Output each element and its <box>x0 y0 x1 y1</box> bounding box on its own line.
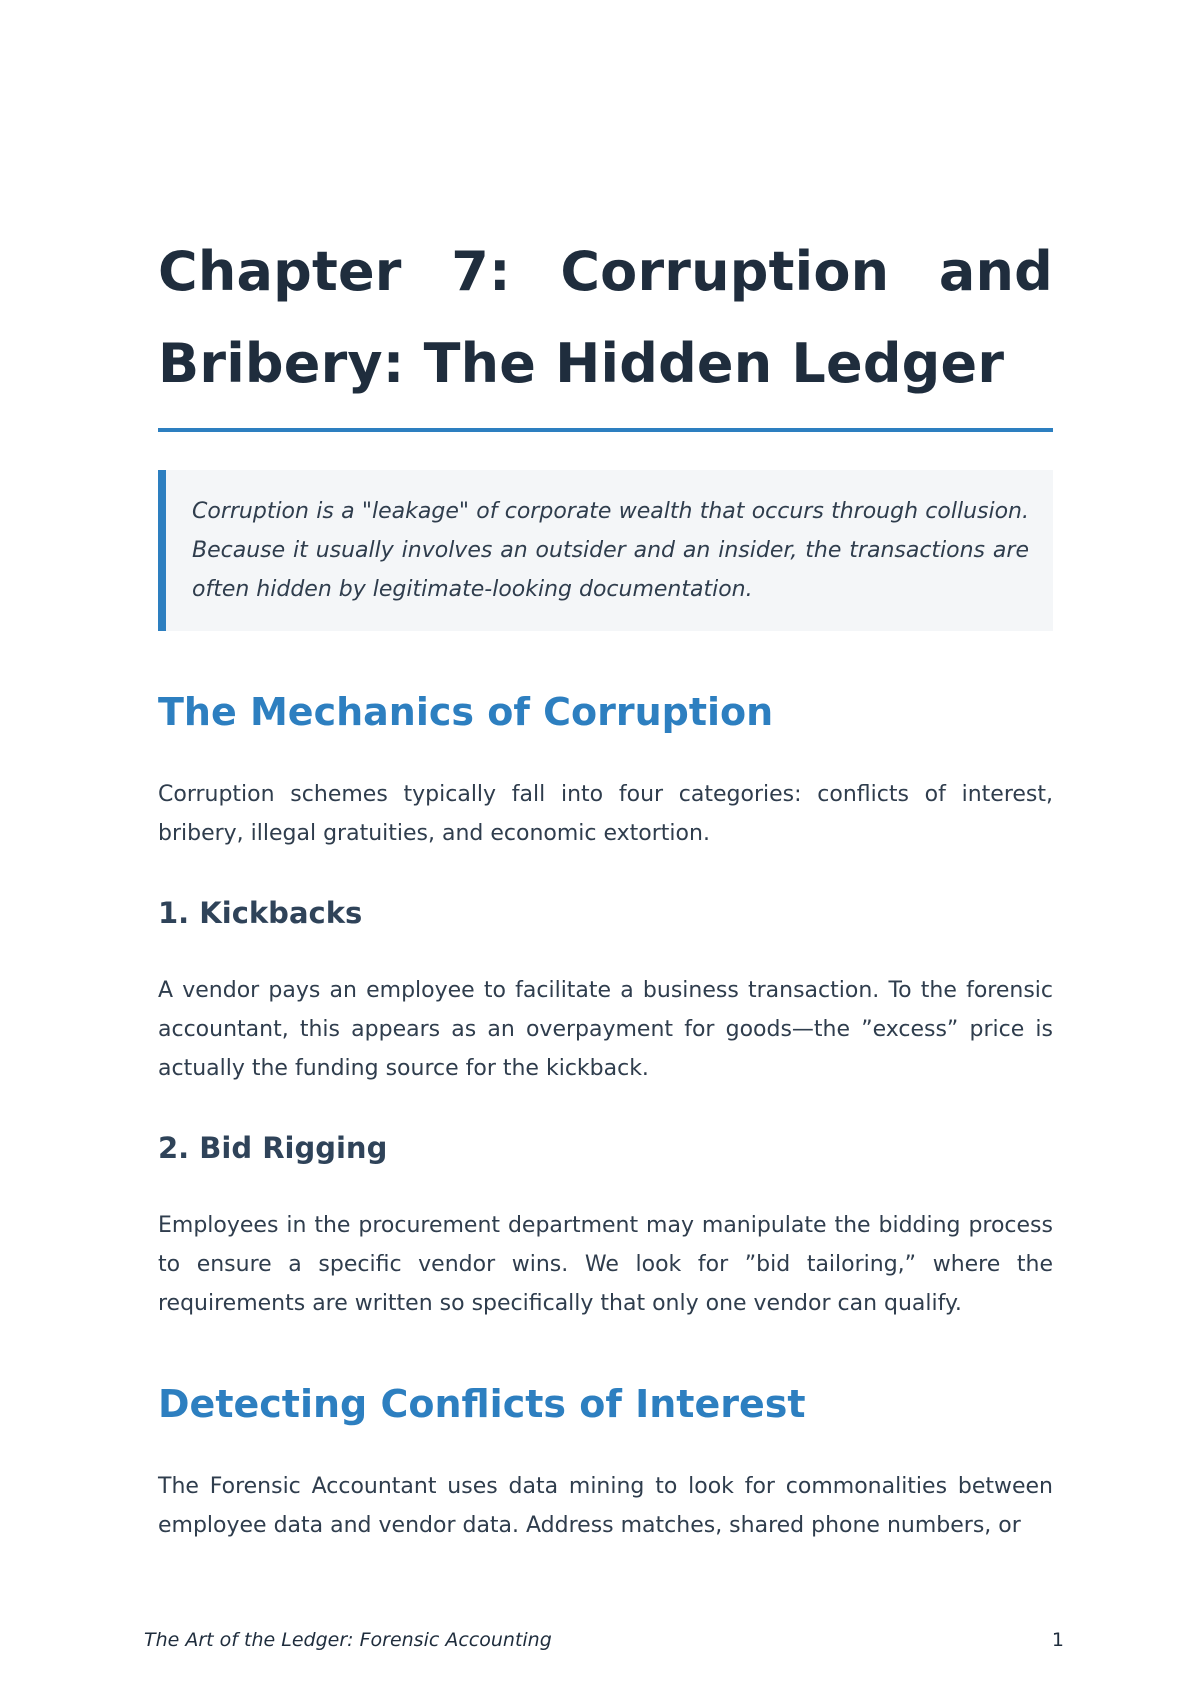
subsection-body-bid-rigging: Employees in the procurement department may manipulate the bidding process to ensure a specific vendor wins. We look for ”bid tailoring,” where the requirements are written so specifically that only one vendor can qualify. <box>158 1213 1053 1316</box>
section-intro-mechanics: Corruption schemes typically fall into four categories: conflicts of interest, bribery, illegal gratuities, and economic extortion. <box>158 782 1053 846</box>
section-heading-conflicts: Detecting Conflicts of Interest <box>158 1382 806 1426</box>
subsection-body-kickbacks: A vendor pays an employee to facilitate a business transaction. To the forensic accountant, this appears as an overpayment for goods—the ”excess” price is actually the funding source for the kickback. <box>158 978 1053 1081</box>
callout-text: Corruption is a "leakage" of corporate wealth that occurs through collusion. Because it usually involves an outsider and an insider, the transactions are often hidden by legitimate-looking documentation. <box>192 499 1029 602</box>
title-divider <box>158 428 1053 432</box>
subsection-heading-kickbacks: 1. Kickbacks <box>158 896 363 930</box>
footer-page-number: 1 <box>1051 1629 1064 1651</box>
page-content <box>158 226 1053 1545</box>
chapter-title: Chapter 7: Corruption and Bribery: The Hidden Ledger <box>158 240 1053 395</box>
section-intro-conflicts: The Forensic Accountant uses data mining to look for commonalities between employee data and vendor data. Address matches, shared phone numbers, or <box>158 1474 1053 1538</box>
subsection-heading-bid-rigging: 2. Bid Rigging <box>158 1131 388 1165</box>
page-footer <box>144 1625 1064 1655</box>
intro-callout <box>158 470 1053 631</box>
section-heading-mechanics: The Mechanics of Corruption <box>158 690 774 734</box>
footer-book-title: The Art of the Ledger: Forensic Accounting <box>144 1629 552 1651</box>
